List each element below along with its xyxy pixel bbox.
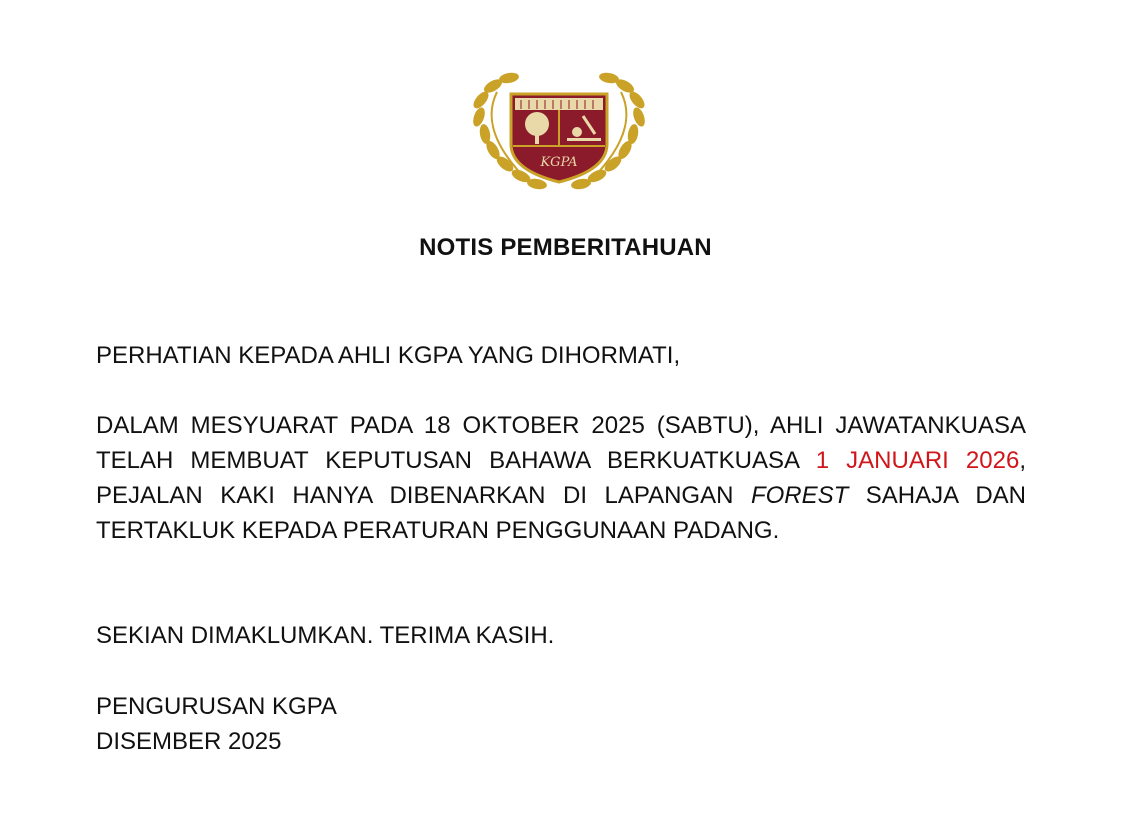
notice-title: NOTIS PEMBERITAHUAN	[419, 234, 712, 261]
forest-italic: FOREST	[750, 482, 849, 509]
effective-date-highlight: 1 JANUARI 2026	[815, 447, 1020, 474]
notice-body-paragraph	[96, 408, 1026, 548]
body-text-part3: SAHAJA DAN TERTAKLUK KEPADA PERATURAN PENGGUNAAN PADANG.	[96, 482, 1026, 544]
greeting-line: PERHATIAN KEPADA AHLI KGPA YANG DIHORMATI,	[96, 342, 681, 369]
crest-text: KGPA	[540, 155, 578, 170]
body-text-part1: DALAM MESYUARAT PADA 18 OKTOBER 2025 (SABTU), AHLI JAWATANKUASA TELAH MEMBUAT KEPUTUSAN BAHAWA BERKUATKUASA	[96, 412, 1026, 474]
closing-line: SEKIAN DIMAKLUMKAN. TERIMA KASIH.	[96, 622, 555, 649]
signature-date: DISEMBER 2025	[96, 728, 282, 755]
building-band	[515, 98, 603, 110]
signature-org: PENGURUSAN KGPA	[96, 693, 337, 720]
kgpa-crest-icon	[471, 72, 647, 196]
body-text-part2: , PEJALAN KAKI HANYA DIBENARKAN DI LAPANGAN	[96, 447, 1026, 509]
signature-block	[96, 689, 1026, 759]
